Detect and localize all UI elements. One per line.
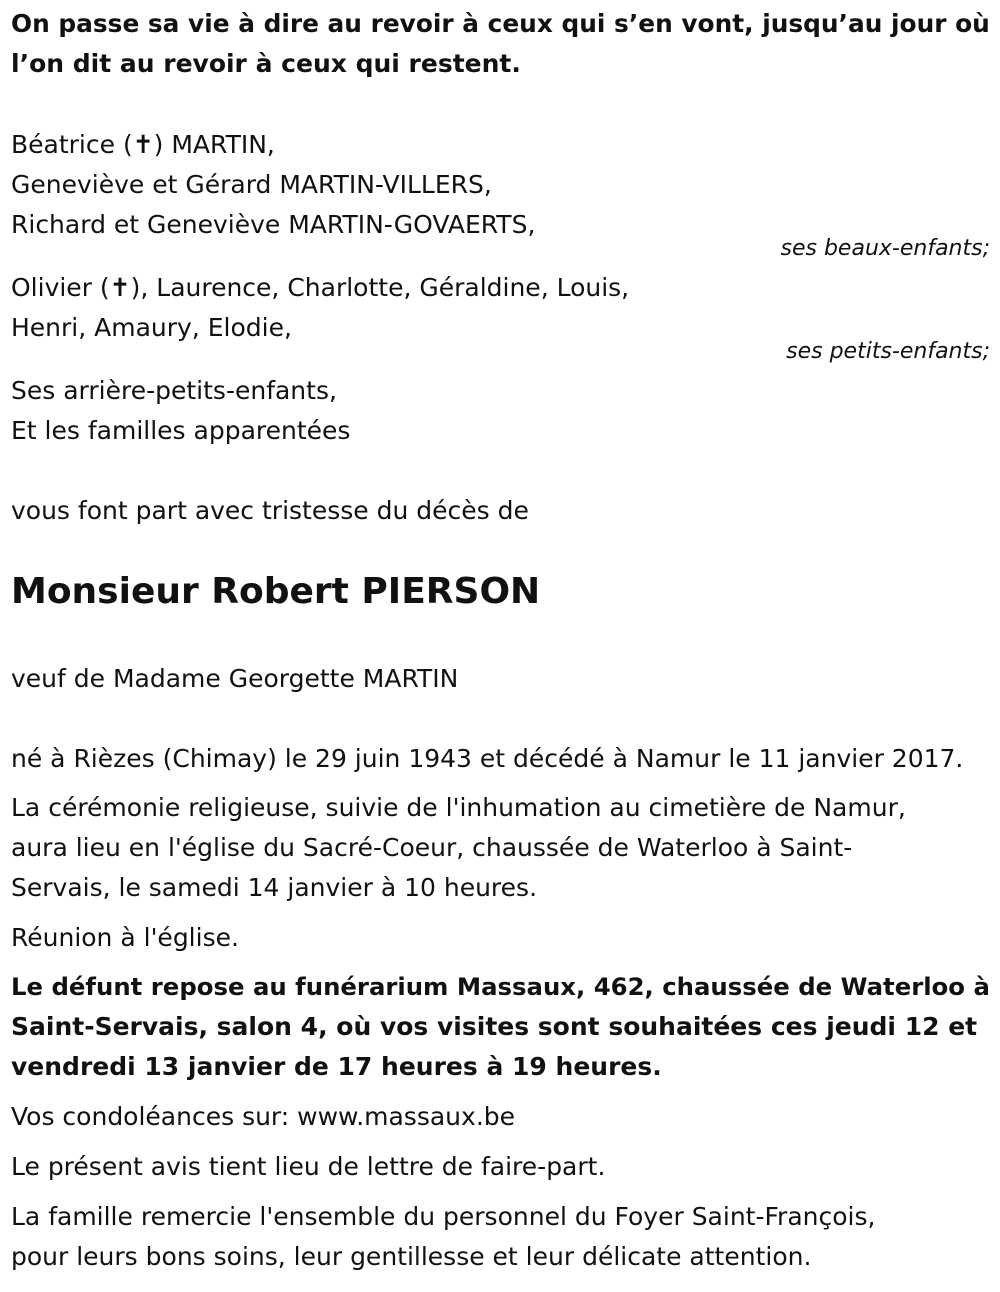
beaux-enfants-section [11, 125, 990, 245]
beaux-enfants-role-wrap [11, 236, 990, 262]
quote-line-1: On passe sa vie à dire au revoir à ceux qui s’en vont, jusqu’au jour où [11, 9, 990, 38]
widow-of: veuf de Madame Georgette MARTIN [11, 664, 459, 693]
notice: Le présent avis tient lieu de lettre de faire-part. [11, 1152, 606, 1181]
ceremony-line: Servais, le samedi 14 janvier à 10 heures. [11, 873, 538, 902]
deceased-name-wrap [11, 570, 990, 614]
family-line: Richard et Geneviève MARTIN-GOVAERTS, [11, 210, 536, 239]
funerarium-line: vendredi 13 janvier de 17 heures à 19 heures. [11, 1052, 662, 1081]
family-line: Béatrice (✝) MARTIN, [11, 130, 275, 159]
ceremony-line: aura lieu en l'église du Sacré-Coeur, chaussée de Waterloo à Saint- [11, 833, 853, 862]
petits-enfants-section [11, 268, 990, 348]
ceremony-line: La cérémonie religieuse, suivie de l'inhumation au cimetière de Namur, [11, 793, 906, 822]
announcement [11, 491, 990, 531]
funerarium-line: Le défunt repose au funérarium Massaux, 462, chaussée de Waterloo à [11, 972, 990, 1001]
thanks-line: La famille remercie l'ensemble du personnel du Foyer Saint-François, [11, 1202, 876, 1231]
announce-text: vous font part avec tristesse du décès de [11, 496, 529, 525]
reunion: Réunion à l'église. [11, 923, 239, 952]
thanks [11, 1197, 990, 1277]
funerarium [11, 967, 990, 1087]
notice-wrap [11, 1147, 990, 1187]
family-line: Et les familles apparentées [11, 416, 351, 445]
other-relatives [11, 371, 990, 451]
quote-line-2: l’on dit au revoir à ceux qui restent. [11, 49, 521, 78]
petits-enfants-role-wrap [11, 339, 990, 365]
funerarium-line: Saint-Servais, salon 4, où vos visites sont souhaitées ces jeudi 12 et [11, 1012, 978, 1041]
widow-of-wrap [11, 659, 990, 699]
quote [11, 4, 990, 84]
family-line: Henri, Amaury, Elodie, [11, 313, 292, 342]
beaux-enfants-role: ses beaux-enfants; [780, 236, 990, 261]
condolences: Vos condoléances sur: www.massaux.be [11, 1102, 516, 1131]
deceased-name: Monsieur Robert PIERSON [11, 571, 541, 612]
condolences-wrap [11, 1097, 990, 1137]
reunion-wrap [11, 918, 990, 958]
birth-death-wrap [11, 739, 990, 779]
birth-death: né à Rièzes (Chimay) le 29 juin 1943 et décédé à Namur le 11 janvier 2017. [11, 744, 964, 773]
ceremony [11, 788, 990, 908]
family-line: Ses arrière-petits-enfants, [11, 376, 337, 405]
family-line: Olivier (✝), Laurence, Charlotte, Géraldine, Louis, [11, 273, 630, 302]
thanks-line: pour leurs bons soins, leur gentillesse et leur délicate attention. [11, 1242, 812, 1271]
family-line: Geneviève et Gérard MARTIN-VILLERS, [11, 170, 492, 199]
petits-enfants-role: ses petits-enfants; [786, 339, 990, 364]
